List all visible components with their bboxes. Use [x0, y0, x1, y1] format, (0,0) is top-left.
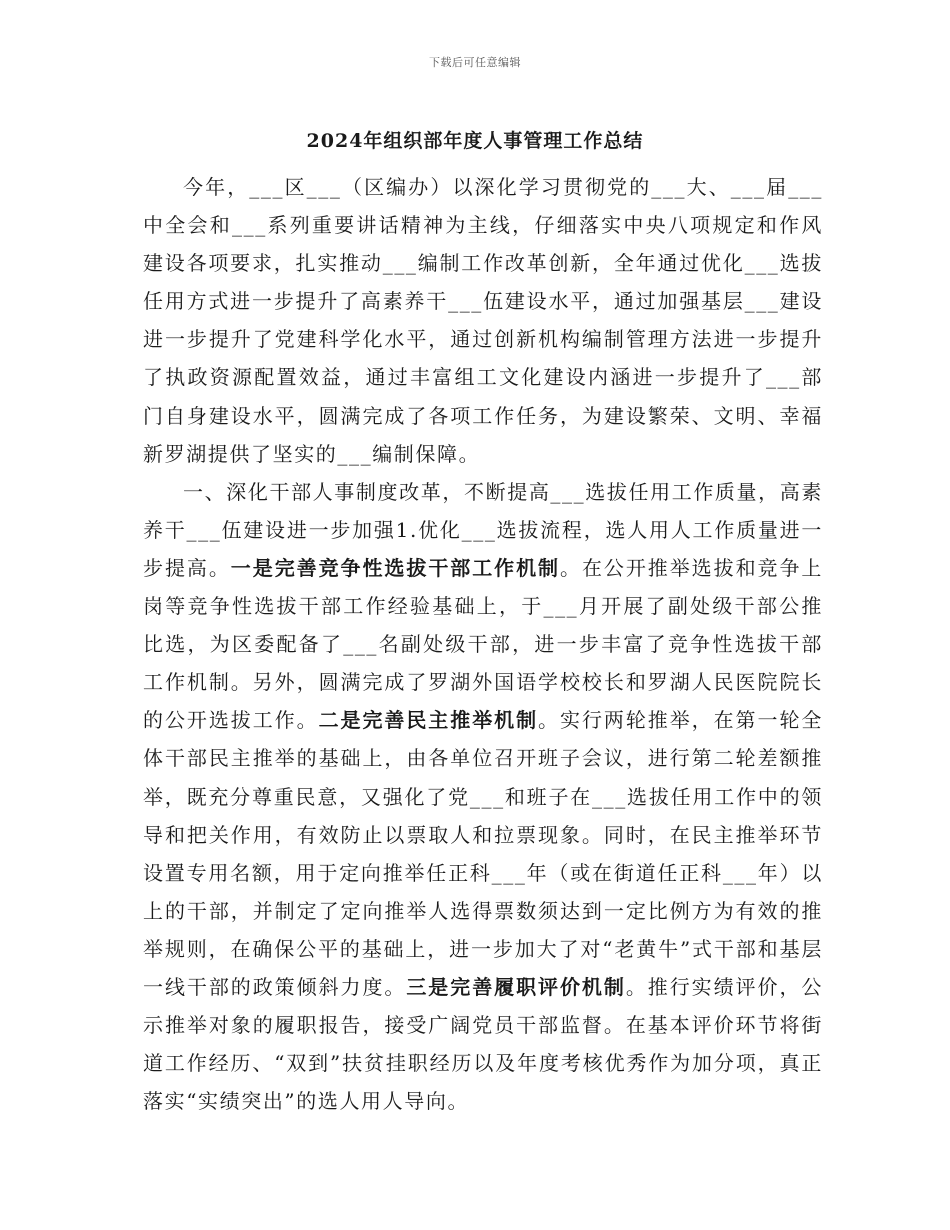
text-segment: 。实行两轮推举，在第一轮全体干部民主推举的基础上，由各单位召开班子会议，进行第二轮差额推举，既充分尊重民意，又强化了党___和班子在___选拔任用工作中的领导和把关作用，有效防止以票取人和拉票现象。同时，在民主推举环节设置专用名额，用于定向推举任正科___年（或在街道任正科___年）以上的干部，并制定了定向推举人选得票数须达到一定比例方为有效的推举规则，在确保公平的基础上，进一步加大了对“老黄牛”式干部和基层一线干部的政策倾斜力度。: [143, 708, 823, 999]
bold-heading-one: 一是完善竞争性选拔干部工作机制: [230, 555, 560, 580]
text-segment: 。在公开推举选拔和竞争上岗等竞争性选拔干部工作经验基础上，于___月开展了副处级干部公推比选，为区委配备了___名副处级干部，进一步丰富了竞争性选拔干部工作机制。另外，圆满完成了罗湖外国语学校校长和罗湖人民医院院长的公开选拔工作。: [143, 555, 824, 733]
document-title: 2024年组织部年度人事管理工作总结: [306, 130, 644, 152]
paragraph-section-one: [143, 473, 823, 1121]
paragraph-intro: 今年，___区___（区编办）以深化学习贯彻党的___大、___届___中全会和___系列重要讲话精神为主线，仔细落实中央八项规定和作风建设各项要求，扎实推动___编制工作改革创新，全年通过优化___选拔任用方式进一步提升了高素养干___伍建设水平，通过加强基层___建设进一步提升了党建科学化水平，通过创新机构编制管理方法进一步提升了执政资源配置效益，通过丰富组工文化建设内涵进一步提升了___部门自身建设水平，圆满完成了各项工作任务，为建设繁荣、文明、幸福新罗湖提供了坚实的___编制保障。: [143, 175, 823, 466]
document-body: [143, 168, 823, 1120]
bold-heading-three: 三是完善履职评价机制: [406, 974, 626, 999]
bold-heading-two: 二是完善民主推举机制: [318, 708, 539, 733]
text-segment: 。推行实绩评价，公示推举对象的履职报告，接受广阔党员干部监督。在基本评价环节将街道工作经历、“双到”扶贫挂职经历以及年度考核优秀作为加分项，真正落实“实绩突出”的选人用人导向。: [143, 974, 823, 1114]
page-header-note: 下载后可任意编辑: [429, 56, 521, 69]
text-segment: 一、深化干部人事制度改革，不断提高___选拔任用工作质量，高素养干___伍建设进一步加强1.优化___选拔流程，选人用人工作质量进一步提高。: [143, 479, 823, 580]
